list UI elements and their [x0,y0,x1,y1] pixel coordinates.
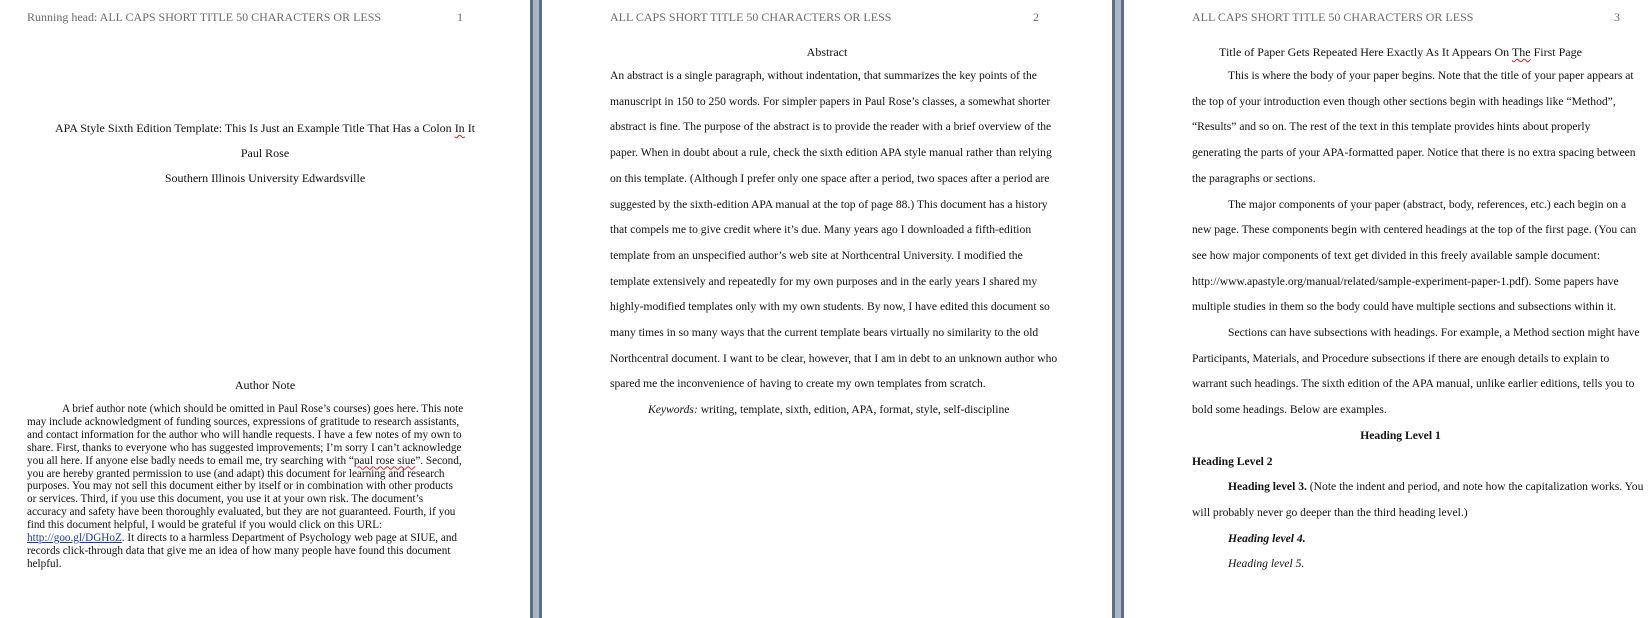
paper-title-repeat: Title of Paper Gets Repeated Here Exactly As It Appears On The First Page [1219,45,1582,59]
body-line: the top of your introduction even though other sections begin with headings like “Method”, [1192,94,1616,108]
heading-level-5: Heading level 5. [1228,557,1305,571]
abstract-line: on this template. (Although I prefer only one space after a period, two spaces after a period are [610,171,1050,185]
body-line: The major components of your paper (abstract, body, references, etc.) each begin on a [1228,197,1627,211]
author-note-line: purposes. You may not sell this document either by itself or in combination with other products [27,480,454,493]
author-note-line: http://goo.gl/DGHoZ. It directs to a harmless Department of Psychology web page at SIUE, and [27,532,458,545]
body-line: http://www.apastyle.org/manual/related/sample-experiment-paper-1.pdf). Some papers have [1192,274,1619,288]
heading-level-1: Heading Level 1 [1360,428,1441,442]
abstract-line: manuscript in 150 to 250 words. For simpler papers in Paul Rose’s classes, a somewhat shorter [610,94,1051,108]
abstract-line: spared me the inconvenience of having to create my own templates from scratch. [610,377,986,391]
author-note-line: records click-through data that give me an idea of how many people have found this document [27,544,451,557]
body-line: bold some headings. Below are examples. [1192,403,1387,417]
body-line: the paragraphs or sections. [1192,171,1316,185]
document-page-1[interactable] [0,0,530,618]
body-line: multiple studies in them so the body could have multiple sections and subsections within it. [1192,300,1617,314]
abstract-line: many times in so many ways that the current template bears virtually no similarity to the old [610,326,1039,340]
author-note-line: you are hereby granted permission to use (and adapt) this document for learning and research [27,467,445,480]
spelling-squiggle: paul rose siue [353,454,416,467]
spelling-squiggle: The [1511,45,1531,59]
abstract-line: abstract is fine. The purpose of the abstract is to provide the reader with a brief overview of the [610,120,1052,134]
abstract-line: Northcentral document. I want to be clear, however, that I am in debt to an unknown author who [610,351,1058,365]
keywords-line: Keywords: writing, template, sixth, edition, APA, format, style, self-discipline [648,403,1010,417]
abstract-heading: Abstract [806,45,848,59]
heading-level-4: Heading level 4. [1228,531,1306,545]
author-note-line: A brief author note (which should be omitted in Paul Rose’s courses) goes here. This note [62,403,464,415]
heading-level-2: Heading Level 2 [1192,454,1273,468]
author-note-line: find this document helpful, I would be grateful if you would click on this URL: [27,519,383,532]
body-line: generating the parts of your APA-formatted paper. Notice that there is no extra spacing between [1192,146,1636,160]
page-number: 1 [457,10,463,24]
body-line: new page. These components begin with centered headings at the top of the first page. (You can [1192,223,1637,237]
running-head: ALL CAPS SHORT TITLE 50 CHARACTERS OR LESS [1192,10,1474,24]
body-line: This is where the body of your paper begins. Note that the title of your paper appears at [1228,69,1634,82]
abstract-line: template extensively and repeatedly for my own purposes and in the early years I shared my [610,274,1038,288]
abstract-line: An abstract is a single paragraph, without indentation, that summarizes the key points of the [610,69,1037,82]
page-gap-left [530,0,542,618]
page-gap-right [1112,0,1124,618]
keywords-label: Keywords: [648,403,698,417]
running-head: ALL CAPS SHORT TITLE 50 CHARACTERS OR LESS [610,10,892,24]
body-line: “Results” and so on. The rest of the text in this template provides hints about properly [1192,120,1591,134]
abstract-line: paper. When in doubt about a rule, check the sixth edition APA style manual rather than relying [610,146,1052,160]
author-note-line: you all here. If anyone else badly needs to email me, try searching with “paul rose siue”. Second, [27,454,462,467]
institution: Southern Illinois University Edwardsville [164,171,366,185]
page-number: 2 [1033,10,1039,24]
author-note-line: or services. Third, if you use this document, you use it at your own risk. The document’s [27,493,424,506]
abstract-line: that compels me to give credit where it’s due. Many years ago I downloaded a fifth-edition [610,223,1032,237]
document-page-2[interactable] [542,0,1112,618]
heading-level-3: Heading level 3. [1228,480,1307,494]
body-text [1192,63,1642,577]
body-line: will probably never go deeper than the third heading level.) [1192,505,1468,519]
body-line: warrant such headings. The sixth edition of the APA manual, unlike earlier editions, tells you to [1192,377,1635,391]
body-line: see how major components of text get divided in this freely available sample document: [1192,248,1600,262]
abstract-body [610,63,1090,423]
author-note-body [27,403,497,571]
document-page-3[interactable] [1124,0,1649,618]
page-number: 3 [1614,10,1620,24]
body-line: Sections can have subsections with headings. For example, a Method section might have [1228,326,1640,340]
paper-title: APA Style Sixth Edition Template: This Is Just an Example Title That Has a Colon In It [54,121,476,135]
abstract-line: suggested by the sixth-edition APA manual at the top of page 88.) This document has a history [610,197,1048,211]
author-note-line: share. First, thanks to everyone who has suggested improvements; I’m sorry I can’t acknowledge [27,441,462,454]
author-note-heading: Author Note [234,378,296,392]
author-note-line: accuracy and safety have been thoroughly evaluated, but they are not guaranteed. Fourth, if you [27,506,456,519]
running-head: Running head: ALL CAPS SHORT TITLE 50 CHARACTERS OR LESS [27,10,382,24]
author-note-line: helpful. [27,557,62,570]
abstract-line: template from an unspecified author’s web site at Northcentral University. I modified the [610,248,1023,262]
body-line: Participants, Materials, and Procedure subsections if there are enough details to explain to [1192,351,1610,365]
author-note-line: may include acknowledgment of funding sources, expressions of gratitude to research assistants, [27,415,460,428]
abstract-line: highly-modified templates only with my own students. By now, I have edited this document so [610,300,1050,314]
heading-level-3-line: Heading level 3. (Note the indent and period, and note how the capitalization works. You [1228,480,1644,494]
author-name: Paul Rose [240,146,290,160]
spelling-squiggle: In [454,121,465,135]
author-note-line: and contact information for the author who will handle requests. I have a few notes of my own to [27,428,462,441]
author-note-link[interactable]: http://goo.gl/DGHoZ [27,532,122,545]
